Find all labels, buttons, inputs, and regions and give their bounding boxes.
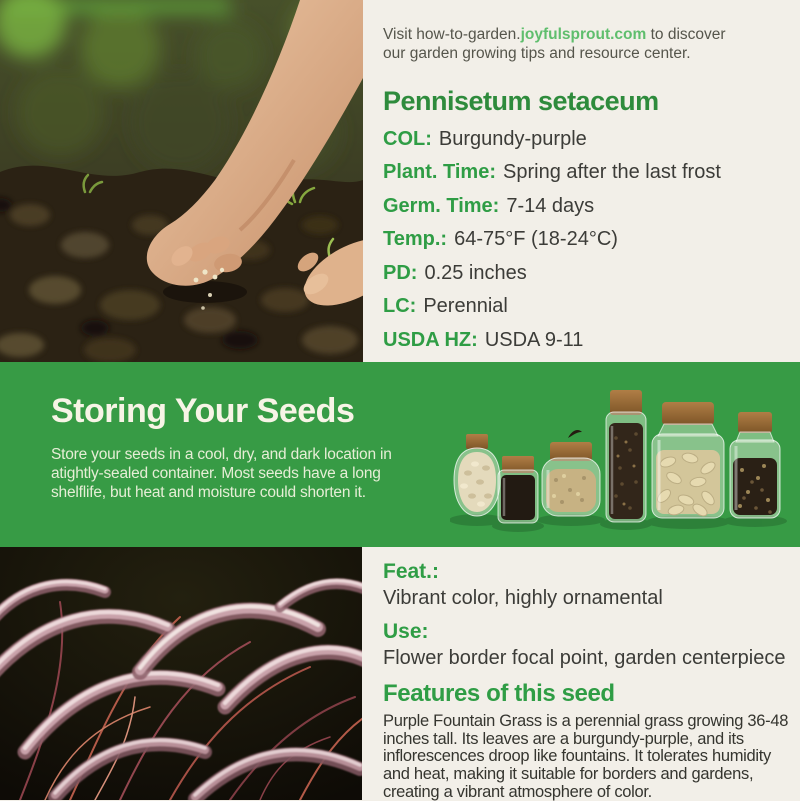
feat-value: Vibrant color, highly ornamental [383,587,663,609]
seed-jars-photo [450,378,795,543]
info-value: Perennial [423,295,508,318]
jar-mixed-seeds [730,412,780,518]
seed-info-rows [383,129,792,351]
grass-photo-illustration [0,547,362,800]
seed-jars-illustration [450,378,795,543]
jar-dark-seeds [498,456,538,523]
visit-line1 [383,26,792,45]
features-title: Features of this seed [383,680,615,707]
features-body: Purple Fountain Grass is a perennial grass growing 36-48 inches tall. Its leaves are a burgundy-purple, and its inflorescences droop like fountains. It tolerates humidity and heat, making it suitable for borders and gardens, creating a vibrant atmosphere of color. [383,712,789,801]
visit-note [383,26,792,64]
visit-prefix: Visit how-to-garden. [383,26,521,43]
info-row-usda-zone [383,330,792,351]
info-label: Germ. Time: [383,194,500,217]
info-row-life-cycle [383,296,792,317]
storing-body: Store your seeds in a cool, dry, and dark location in atightly-sealed container. Most seeds have a long shelflife, but heat and moisture could shorten it. [51,446,392,502]
visit-line2: our garden growing tips and resource center. [383,44,691,62]
info-label: Temp.: [383,228,448,251]
jar-sandy-seeds [542,430,600,516]
info-value: 7-14 days [506,194,595,217]
info-label: USDA HZ: [383,328,478,351]
grass-photo [0,547,362,800]
info-value: USDA 9-11 [484,328,584,351]
info-row-plant-time [383,162,792,183]
storing-title: Storing Your Seeds [51,392,355,430]
info-row-planting-depth [383,263,792,284]
info-value: Spring after the last frost [503,161,721,184]
info-value: 64-75°F (18-24°C) [454,228,618,251]
planting-photo-illustration [0,0,363,362]
storing-text-block [51,392,401,503]
info-row-germ-time [383,196,792,217]
use-label: Use: [383,620,429,643]
info-row-color [383,129,792,150]
website-link[interactable]: joyfulsprout.com [520,26,647,43]
info-label: LC: [383,295,417,318]
info-label: COL: [383,127,432,150]
use-value: Flower border focal point, garden centerpiece [383,647,786,669]
jar-pumpkin-seeds [652,402,724,518]
details-panel [362,547,800,800]
planting-photo [0,0,363,362]
visit-suffix: to discover [646,26,726,43]
jar-tall-chia [606,390,646,522]
info-value: Burgundy-purple [438,127,587,150]
page-title: Pennisetum setaceum [383,85,659,116]
jar-white-beans [454,434,500,516]
seed-info-panel [363,0,800,362]
info-label: Plant. Time: [383,161,496,184]
feat-label: Feat.: [383,560,440,583]
info-value: 0.25 inches [424,261,527,284]
info-label: PD: [383,261,418,284]
info-row-temp [383,229,792,250]
